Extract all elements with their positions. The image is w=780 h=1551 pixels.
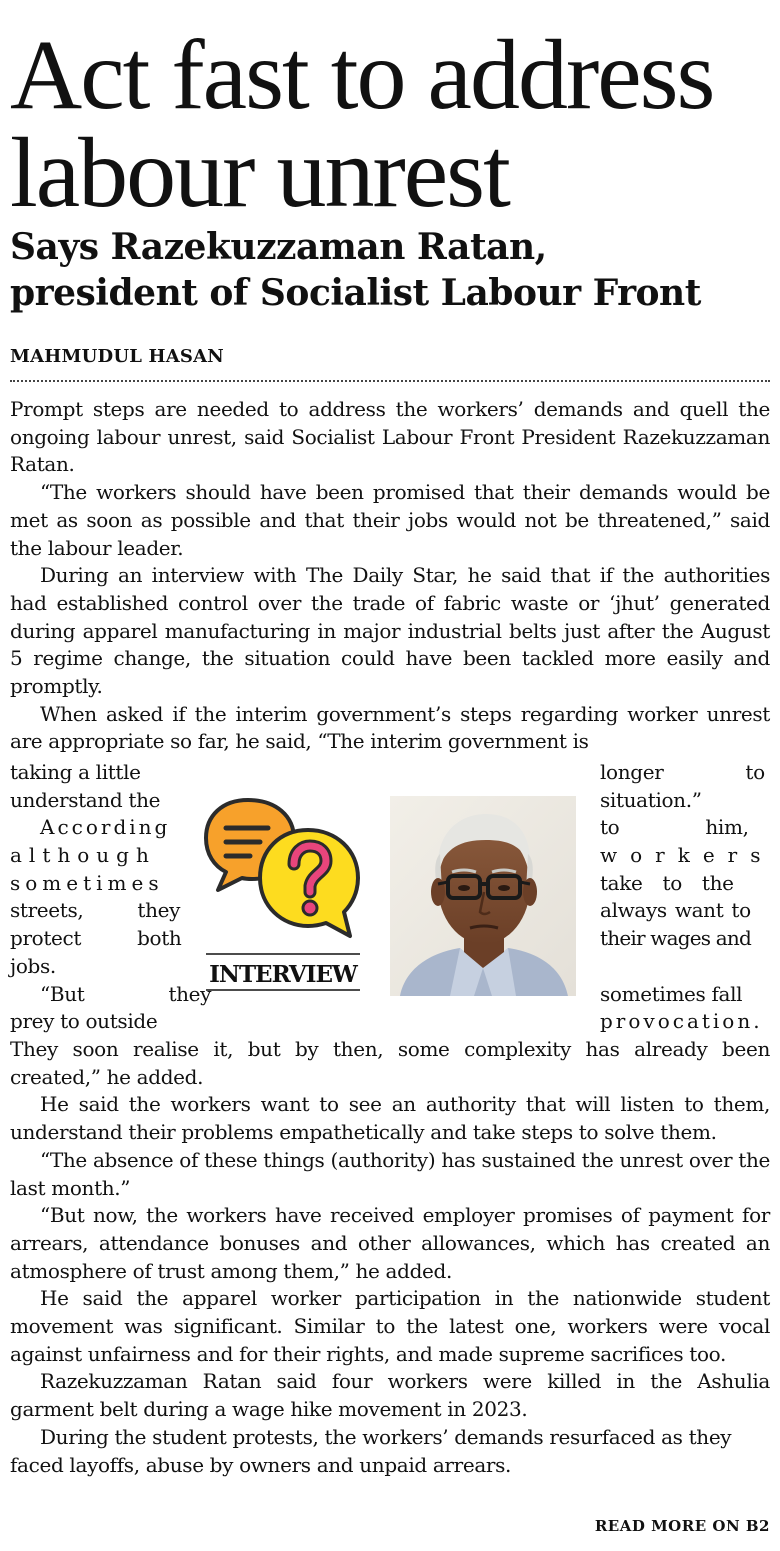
right-line: to him, (600, 815, 749, 840)
paragraph: They soon realise it, but by then, some complexity has already been created,” he added. (10, 1037, 770, 1089)
interview-illustration (202, 794, 364, 994)
left-line: sometimes (10, 870, 164, 895)
body-top (10, 396, 770, 756)
subheadline-line-2: president of Socialist Labour Front (10, 272, 701, 314)
subheadline (10, 224, 770, 316)
right-line: provocation. (600, 1009, 763, 1034)
left-line: protect both (10, 926, 182, 951)
right-line: situation.” (600, 787, 702, 812)
paragraph: When asked if the interim government’s steps regarding worker unrest are appropriate so far, he said, “The interim government is (10, 701, 770, 754)
left-line: streets, they (10, 898, 181, 923)
left-line: “But they (40, 981, 212, 1006)
dotted-divider (10, 380, 770, 382)
portrait-photo (390, 796, 576, 996)
left-line: According (40, 815, 171, 840)
left-line: jobs. (10, 953, 56, 978)
paragraph: He said the apparel worker participation in the nationwide student movement was significant. Similar to the latest one, workers were vocal against unfairness and for their rights, and made supreme sacrifices too. (10, 1286, 770, 1366)
read-more-link[interactable]: READ MORE ON B2 (594, 1517, 770, 1535)
left-line: although (10, 843, 156, 868)
paragraph: During the student protests, the workers’ demands resurfaced as they faced layoffs, abuse by owners and unpaid arrears. (10, 1424, 732, 1477)
paragraph: “But now, the workers have received employer promises of payment for arrears, attendance bonuses and other allowances, which has created an atmosphere of trust among them,” he added. (10, 1203, 770, 1283)
interview-label: INTERVIEW (209, 961, 357, 988)
right-line: take to the (600, 870, 734, 895)
right-line: their wages and (600, 926, 751, 951)
right-line: longer to (600, 760, 765, 784)
portrait-image (390, 796, 576, 996)
left-column (10, 759, 212, 1036)
paragraph: Prompt steps are needed to address the workers’ demands and quell the ongoing labour unrest, said Socialist Labour Front President Razekuzzaman Ratan. (10, 397, 770, 477)
body-bottom (10, 1036, 770, 1479)
chat-bubbles-question-icon (202, 794, 364, 994)
right-line: sometimes fall (600, 981, 743, 1006)
paragraph: Razekuzzaman Ratan said four workers were killed in the Ashulia garment belt during a wage hike movement in 2023. (10, 1369, 770, 1422)
left-line: prey to outside (10, 1009, 158, 1034)
paragraph: During an interview with The Daily Star, he said that if the authorities had established control over the trade of fabric waste or ‘jhut’ generated during apparel manufacturing in major industrial belts just after the August 5 regime change, the situation could have been tackled more easily and promptly. (10, 563, 770, 699)
right-line (600, 953, 770, 981)
paragraph: “The absence of these things (authority) has sustained the unrest over the last month.” (10, 1147, 770, 1200)
right-column (600, 759, 774, 1036)
headline (10, 19, 780, 228)
left-line: understand the (10, 787, 161, 812)
headline-line-2: labour unrest (10, 117, 509, 228)
left-line: taking a little (10, 760, 141, 784)
right-line: workers (600, 843, 774, 868)
paragraph: He said the workers want to see an authority that will listen to them, understand their problems empathetically and take steps to solve them. (10, 1092, 770, 1145)
byline: MAHMUDUL HASAN (10, 346, 224, 367)
right-line: always want to (600, 898, 751, 923)
headline-line-1: Act fast to address (10, 19, 714, 130)
paragraph: “The workers should have been promised that their demands would be met as soon as possible and that their jobs would not be threatened,” said the labour leader. (10, 480, 770, 560)
subheadline-line-1: Says Razekuzzaman Ratan, (10, 226, 547, 268)
